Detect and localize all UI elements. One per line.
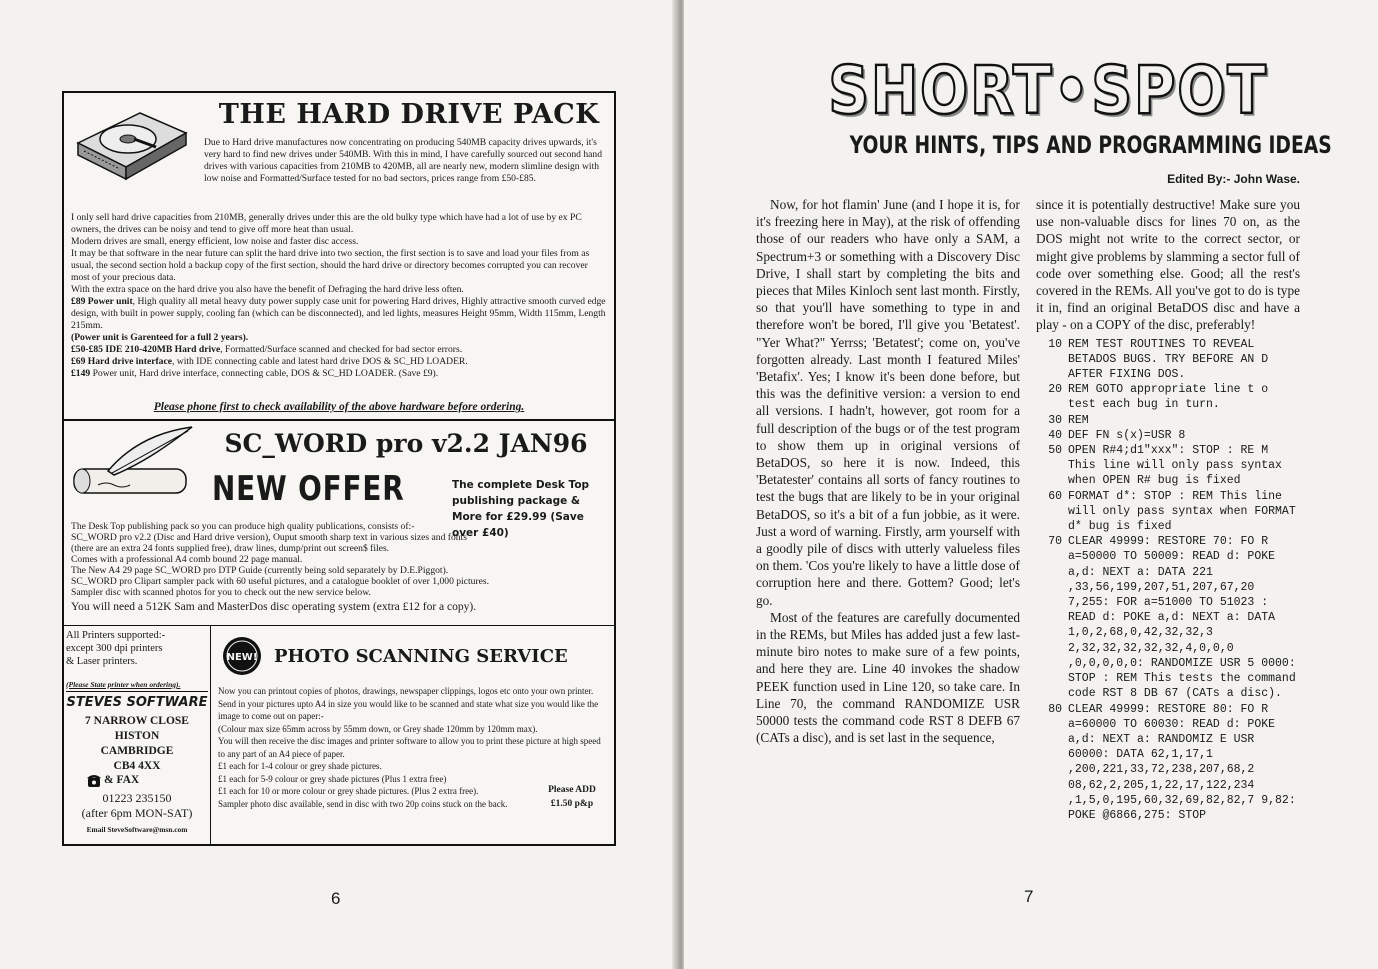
printer-note: (Please State printer when ordering). (66, 680, 208, 692)
code-text: CLEAR 49999: RESTORE 70: FO R a=50000 TO 50009: READ d: POKE a,d: NEXT a: DATA 221 ,33,56,199,207,51,207,67,20 7,255: FOR a=51000 TO 51023 : READ d: POKE a,d: NEXT a: DATA 1,0,2,68,0,42,32,32,3 2,32,32,32,32,32,4,0,0,0 ,0,0,0,0,0: RANDOMIZE USR 5 0000: STOP : REM This tests the command code RST 8 DB 67 (CATs a disc). (1068, 535, 1303, 701)
email-address[interactable]: Email SteveSoftware@msn.com (86, 825, 188, 834)
left-page (0, 0, 680, 969)
interface-price: £69 Hard drive interface (71, 356, 172, 367)
address-line: CB4 4XX (113, 760, 161, 772)
ide-price: £50-£85 IDE 210-420MB Hard drive (71, 344, 221, 355)
hard-drive-icon (70, 103, 190, 193)
sc-word-ad (64, 419, 614, 626)
ide-offer (71, 344, 607, 356)
bundle-offer (71, 368, 607, 380)
ide-desc: , Formatted/Surface scanned and checked for bad sector errors. (220, 344, 463, 355)
photo-price: Sampler photo disc available, send in disc with two 20p coins stuck on the back. (218, 798, 508, 809)
hard-drive-intro: Due to Hard drive manufactures now concentrating on producing 540MB capacity drives upwards, it's very hard to find new drives under 540MB. With this in mind, I have carefully sourced out second hand drives with various capacities from 210MB to 420MB, all are nearly new, modern slimline design with low noise and Formatted/Surface tested for no bad sectors, prices range from £50-£85. (204, 137, 603, 184)
postage-note (534, 783, 610, 811)
power-unit-price: £89 Power unit (71, 296, 133, 307)
photo-line: Now you can printout copies of photos, drawings, newspaper clippings, logos etc onto your own printer. (218, 686, 594, 696)
line-number: 50 (1048, 444, 1062, 458)
company-name: STEVES SOFTWARE (66, 695, 208, 710)
postage-line: Please ADD (548, 785, 596, 795)
system-requirement: You will need a 512K Sam and MasterDos disc operating system (extra £12 for a copy). (71, 601, 477, 613)
guarantee-text: (Power unit is Garenteed for a full 2 years). (71, 332, 249, 343)
code-text: CLEAR 49999: RESTORE 80: FO R a=60000 TO 60030: READ d: POKE a,d: NEXT a: RANDOMIZ E USR 60000: DATA 62,1,17,1 ,200,221,33,72,238,207,68,2 08,62,2,205,1,22,17,122,234 ,1,5,0,195,60,32,69,82,82,7 9,82: POKE @6866,275: STOP (1068, 702, 1303, 822)
right-page (684, 0, 1378, 969)
code-text: REM GOTO appropriate line t o test each bug in turn. (1068, 383, 1276, 412)
address-line: CAMBRIDGE (100, 745, 174, 757)
advert-frame (62, 91, 616, 846)
hard-drive-title: THE HARD DRIVE PACK (218, 99, 600, 130)
article-column-1 (756, 196, 1020, 747)
line-number: 20 (1048, 383, 1062, 397)
fax-label: & FAX (104, 774, 140, 786)
hard-drive-ad (64, 93, 614, 421)
sc-word-line: The Desk Top publishing pack so you can produce high quality publications, consists of:- (71, 521, 415, 532)
sc-word-line: (there are an extra 24 fonts supplied free), draw lines, dump/print out screen$ files. (71, 543, 390, 554)
photo-price: £1 each for 10 or more colour or grey shade pictures. (Plus 2 extra free). (218, 786, 479, 796)
interface-offer (71, 356, 607, 368)
printers-line: except 300 dpi printers (66, 643, 163, 654)
article-paragraph: Now, for hot flamin' June (and I hope it is, for it's freezing here in May), at the risk of offending those of our readers who have only a SAM, a Spectrum+3 or something with a Discovery Disc Drive, I shall start by completing the bits and pieces that Miles Kinloch sent last month. Firstly, so that you'll have something to type in and therefore won't be bored, I'll give you 'Betatest'. "Yer What?" Yerrss; 'Betatest'; come on, you've forgotten already. Last month I featured Miles' 'Betafix'. Yes; I know it's been done before, but this was the definitive version: a version to end all versions. I hadn't, however, got room for a full description of the bugs or of the test program to show them up in original versions of BetaDOS, so here it is now. Indeed, this 'Betatester' contains all sorts of fancy routines to test the bugs that are likely to be in your original BetaDOS, so it's a bit of a fun jobbie, as it were. Just a word of warning. Firstly, arm yourself with a goodly pile of discs with utterly valueless files on them. 'Cos you're likely to have a little dose of corruption here and there. Gottem? Good; let's go. (756, 197, 1020, 608)
printers-line: All Printers supported:- (66, 630, 166, 641)
contact-box (64, 625, 211, 844)
code-text: DEF FN s(x)=USR 8 (1068, 428, 1186, 442)
telephone-icon (86, 772, 102, 788)
new-badge-text: NEW! (226, 652, 258, 663)
new-offer-heading: NEW OFFER (212, 469, 405, 509)
code-line (1036, 443, 1300, 489)
photo-line: You will then receive the disc images and printer software to allow you to print these picture at high speed to any part of an A4 piece of paper. (218, 736, 601, 759)
hard-drive-para: Modern drives are small, energy efficient, low noise and faster disc access. (71, 236, 359, 247)
code-line (1036, 382, 1300, 412)
sc-word-line: The New A4 29 page SC_WORD pro DTP Guide (currently being sold separately by D.E.Piggot). (71, 565, 449, 576)
code-line (1036, 702, 1303, 824)
printers-line: & Laser printers. (66, 656, 138, 667)
page-number-right: 7 (1024, 887, 1034, 906)
short-spot-subtitle: YOUR HINTS, TIPS AND PROGRAMMING IDEAS (849, 131, 1332, 159)
offer-note: The complete Desk Top publishing package & More for £29.99 (Save over £40) (452, 479, 590, 539)
line-number: 30 (1048, 413, 1062, 427)
code-text: OPEN R#4;d1"xxx": STOP : RE M This line will only pass syntax when OPEN R# bug is fixed (1068, 444, 1289, 488)
code-text: REM (1068, 413, 1089, 427)
photo-scanning-title: PHOTO SCANNING SERVICE (274, 646, 568, 667)
hard-drive-para: With the extra space on the hard drive you also have the benefit of Defraging the hard drive less often. (71, 284, 464, 295)
hard-drive-para: It may be that software in the near future can split the hard drive into two section, the first section is to save and load your files from as usual, the second section hold a backup copy of the first section, should the hard drive or directory becomes corrupted you can recover most of your precious data. (71, 248, 590, 283)
line-number: 60 (1048, 489, 1062, 503)
new-badge-icon (222, 636, 262, 676)
line-number: 40 (1048, 428, 1062, 442)
sc-word-body (71, 521, 607, 615)
company-address (64, 714, 210, 774)
availability-note: Please phone first to check availability of the above hardware before ordering. (153, 401, 525, 413)
sc-word-line: Sampler disc with scanned photos for you to check out the new service below. (71, 587, 371, 598)
address-line: HISTON (114, 730, 160, 742)
bundle-price: £149 (71, 368, 91, 379)
photo-price: £1 each for 1-4 colour or grey shade pictures. (218, 761, 382, 771)
basic-listing (1036, 337, 1303, 824)
page-number-left: 6 (331, 889, 341, 908)
hard-drive-body (71, 212, 607, 380)
code-line (1036, 428, 1300, 443)
sc-word-line: Comes with a professional A4 comb bound 22 page manual. (71, 554, 303, 565)
photo-line: (Colour max size 65mm across by 55mm down, or Grey shade 120mm by 120mm max). (218, 723, 538, 734)
power-unit-desc: , High quality all metal heavy duty power supply case unit for powering Hard drives, Highly attractive smooth curved edge design, with built in power supply, cooling fan (which can be disconnected), and led lights, measures Height 95mm, Width 115mm, Length 215mm. (71, 296, 606, 331)
article-paragraph: Most of the features are carefully documented in the REMs, but Miles has added just a few last-minute biro notes to make sure of a few points, and here they are. Line 40 invokes the shadow PEEK function used in Line 120, so take care. In Line 70, the command RANDOMIZE USR 50000 tests the command code RST 8 DEFB 67 (CATs a disc), and is set last in the sequence, (756, 609, 1020, 746)
sc-word-line: SC_WORD pro Clipart sampler pack with 60 useful pictures, and a catalogue booklet of over 1,000 pictures. (71, 576, 490, 587)
code-line (1036, 534, 1303, 701)
line-number: 10 (1048, 337, 1062, 351)
line-number: 70 (1048, 535, 1062, 549)
hard-drive-para: I only sell hard drive capacities from 210MB, generally drives under this are the old bulky type which have had a lot of use by ex PC owners, the drives can be noisy and tend to give off more heat than usual. (71, 212, 582, 235)
photo-price: £1 each for 5-9 colour or grey shade pictures (Plus 1 extra free) (218, 773, 447, 784)
quill-scroll-icon (68, 425, 196, 503)
phone-hours: (after 6pm MON-SAT) (81, 806, 193, 820)
article-paragraph: since it is potentially destructive! Make sure you use non-valuable discs for lines 70 on, as the DOS might not write to the correct sector, or might give problems by slamming a sector full of code over something else. Good; all the rest's covered in the REMs. All you've got to do is type it in, find an original BetaDOS disc and have a play - on a COPY of the disc, preferably! (1036, 197, 1300, 333)
interface-desc: , with IDE connecting cable and latest hard drive DOS & SC_HD LOADER. (171, 356, 468, 367)
postage-line: £1.50 p&p (550, 799, 594, 809)
bundle-desc: Power unit, Hard drive interface, connecting cable, DOS & SC_HD LOADER. (Save £9). (90, 368, 439, 379)
code-line (1036, 413, 1300, 428)
short-spot-title: SHORT•SPOT (828, 52, 1268, 129)
sc-word-line: SC_WORD pro v2.2 (Disc and Hard drive version), Ouput smooth sharp text in various sizes and fonts (71, 532, 467, 543)
code-line (1036, 337, 1300, 383)
printers-supported (66, 629, 208, 668)
guarantee-note (71, 332, 607, 344)
power-unit-offer (71, 296, 607, 332)
line-number: 80 (1048, 702, 1062, 716)
editor-credit: Edited By:- John Wase. (1167, 172, 1300, 186)
sc-word-title: SC_WORD pro v2.2 JAN96 (224, 429, 588, 458)
phone-number[interactable]: 01223 235150 (102, 791, 172, 805)
phone-block (64, 791, 210, 821)
code-text: REM TEST ROUTINES TO REVEAL BETADOS BUGS. TRY BEFORE AN D AFTER FIXING DOS. (1068, 337, 1276, 382)
address-line: 7 NARROW CLOSE (85, 715, 189, 727)
article-column-2 (1036, 196, 1303, 823)
photo-line: Send in your pictures upto A4 in size you would like to be scanned and state what size you would like the image to come out on paper:- (218, 698, 599, 721)
code-line (1036, 489, 1303, 535)
code-text: FORMAT d*: STOP : REM This line will only pass syntax when FORMAT d* bug is fixed (1068, 489, 1303, 534)
